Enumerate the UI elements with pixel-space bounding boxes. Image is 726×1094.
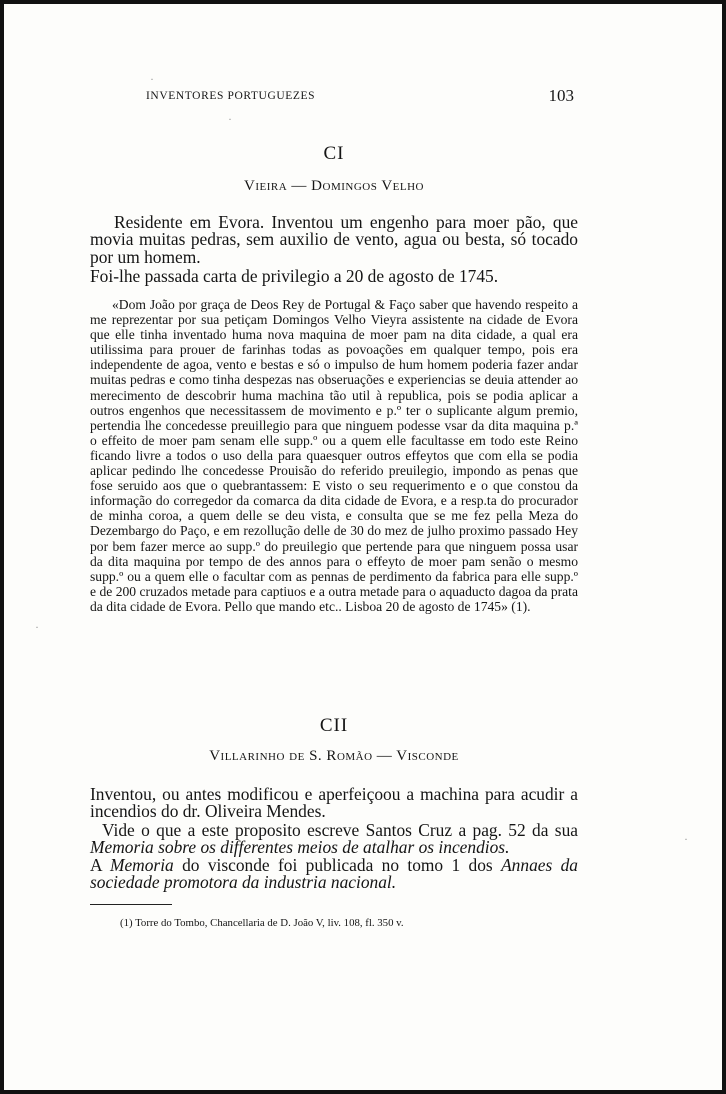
paragraph: Residente em Evora. Inventou um engenho para moer pão, que movia muitas pedras, sem auxilio de vento, agua ou besta, só tocado por um homem.: [90, 212, 578, 267]
section-number: CI: [323, 143, 345, 164]
scan-speck: ·: [228, 112, 232, 126]
scan-speck: ·: [684, 832, 688, 846]
work-title-italic: Memoria sobre os differentes meios de atalhar os incendios.: [90, 837, 510, 858]
footnote-rule: [90, 904, 172, 905]
work-title-italic: Memoria: [109, 855, 174, 875]
paragraph: Foi-lhe passada carta de privilegio a 20 de agosto de 1745.: [90, 266, 499, 286]
scan-speck: ·: [150, 72, 154, 86]
quoted-document: «Dom João por graça de Deos Rey de Portugal & Faço saber que havendo respeito a me reprezentar por sua petiçam Domingos Velho Vieyra assistente na cidade de Evora que elle tinha inventado huma nova maquina de moer pam na dita cidade, a qual era utilissima para prouer de farinhas todas as povoações em qualquer tempo, pois era independente de agoa, vento e bestas e só o impulso de hum homem poderia fazer andar muitas pedras e como tinha despezas nas obseruações e experiencias se deuia attender ao merecimento de descobrir huma machina tão util à republica, pois se podia aplicar a outros engenhos que necessitassem de movimento e p.º ter o suplicante algum premio, pertendia lhe concedesse preuillegio para que ninguem podesse vsar da dita maquina p.ª o effeito de moer pam senam elle supp.º ou a quem elle facultasse em todo este Reino ficando livre a todos o uso della para quaesquer outros effeytos que com ella se podia aplicar pedindo lhe concedesse Prouisão do referido preuilegio, impondo as penas que fose seruido aos que o quebrantassem: E visto o seu requerimento e o que constou da informação do corregedor da comarca da dita cidade de Evora, e a resp.ta do procurador de minha coroa, a quem delle se deu vista, e consulta que se me fez pella Meza do Dezembargo do Paço, e em rezollução delle de 30 do mez de julho proximo passado Hey por bem fazer merce ao supp.º do preuilegio que pertende para que ninguem possa usar da dita maquina por tempo de des annos para o effeyto de moer pam senão o mesmo supp.º ou a quem elle o facultar com as pennas de perdimento da fabrica para elle supp.º e de 200 cruzados metade para captiuos e a outra metade para o aquaducto dagoa da prata da dita cidade de Evora. Pello que mando etc.. Lisboa 20 de agosto de 1745» (1).: [90, 297, 578, 614]
running-header: [90, 86, 578, 108]
section-number: CII: [319, 715, 349, 736]
section-title: Villarinho de S. Romão — Visconde: [209, 748, 459, 764]
section-title: Vieira — Domingos Velho: [244, 178, 424, 194]
paragraph: [90, 822, 578, 857]
paragraph: Inventou, ou antes modificou e aperfeiçoou a machina para acudir a incendios do dr. Oliveira Mendes.: [90, 784, 578, 822]
running-title: INVENTORES PORTUGUEZES: [146, 90, 316, 102]
text-run: do visconde foi publicada no tomo 1 dos: [173, 855, 502, 875]
footnote: (1) Torre do Tombo, Chancellaria de D. João V, liv. 108, fl. 350 v.: [120, 917, 404, 929]
paragraph: [90, 857, 578, 892]
text-run: A: [90, 855, 110, 875]
work-title-italic: Annaes da sociedade promotora da industria nacional.: [90, 855, 579, 893]
scan-speck: ·: [35, 620, 39, 634]
text-run: Vide o que a este proposito escreve Santos Cruz a pag. 52 da sua: [102, 820, 578, 840]
page-number: 103: [548, 86, 574, 105]
